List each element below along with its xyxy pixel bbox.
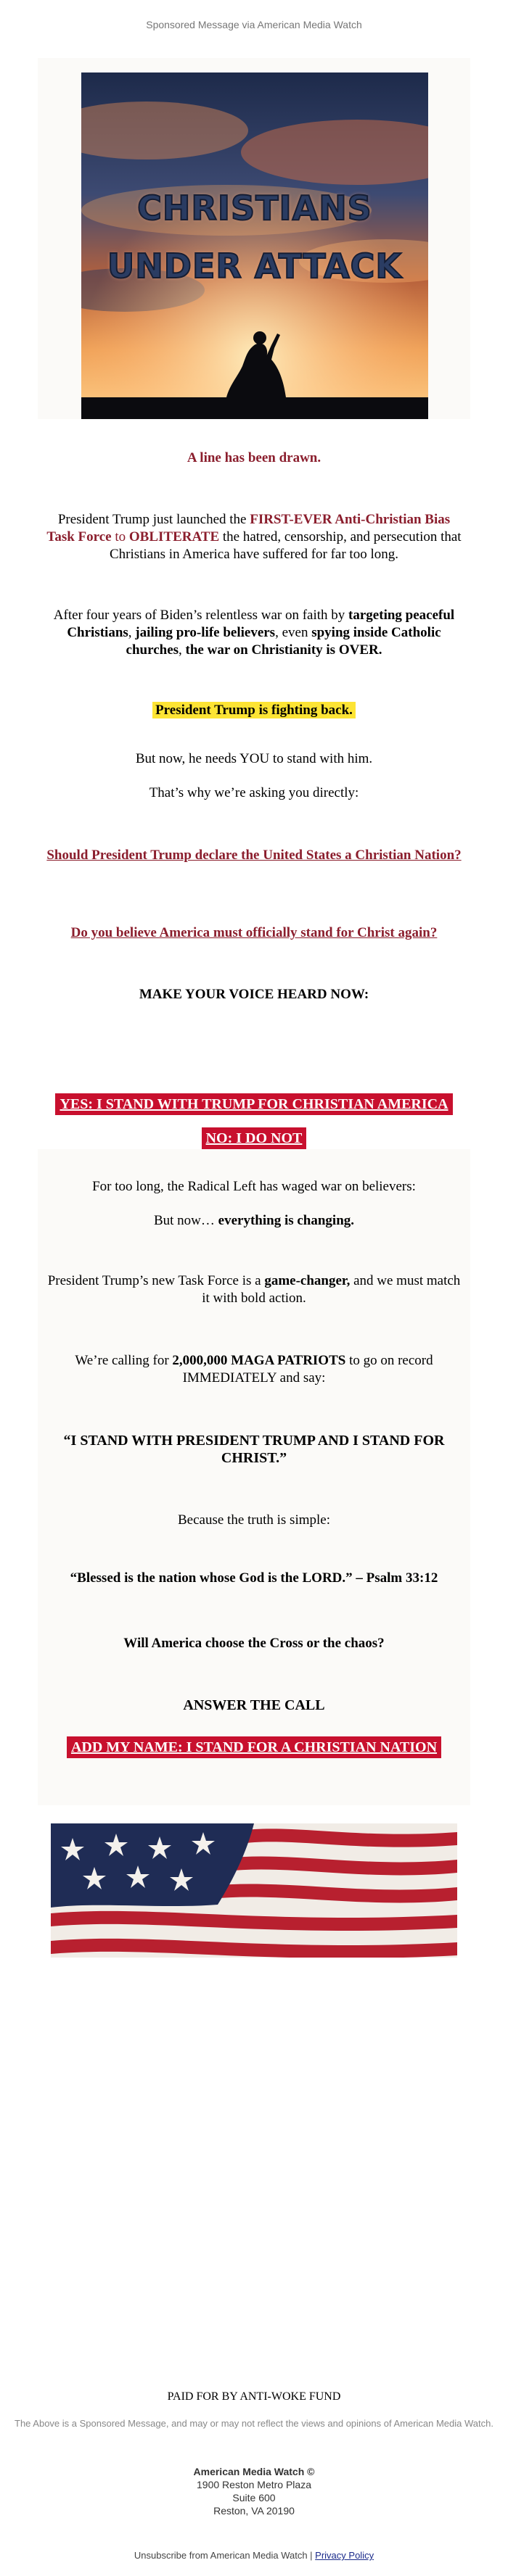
suite-line: Suite 600 xyxy=(232,2492,276,2503)
add-my-name-button[interactable]: ADD MY NAME: I STAND FOR A CHRISTIAN NATION xyxy=(67,1736,441,1758)
hero-title-line1: CHRISTIANS xyxy=(137,189,372,228)
line-drawn-heading: A line has been drawn. xyxy=(187,450,321,465)
because-truth-text: Because the truth is simple: xyxy=(177,1512,330,1528)
needs-you-text: But now, he needs YOU to stand with him. xyxy=(135,751,373,766)
paid-for-by: PAID FOR BY ANTI-WOKE FUND xyxy=(167,2390,341,2403)
cta-add-name-row xyxy=(0,1736,508,1758)
i-stand-quote: “I STAND WITH PRESIDENT TRUMP AND I STAND FOR CHRIST.” xyxy=(63,1433,445,1466)
no-i-do-not-button[interactable]: NO: I DO NOT xyxy=(202,1127,307,1149)
psalm-quote: “Blessed is the nation whose God is the LORD.” – Psalm 33:12 xyxy=(70,1570,438,1586)
war-paragraph: After four years of Biden’s relentless war on faith by targeting peaceful Christians, jailing pro-life believers, even spying inside Catholic churches, the war on Christianity is OVER. xyxy=(53,608,455,658)
obliterate-strong: OBLITERATE xyxy=(128,529,220,544)
unsubscribe-link[interactable]: Unsubscribe from American Media Watch xyxy=(134,2550,308,2561)
but-now-text: But now… everything is changing. xyxy=(153,1213,355,1228)
answer-the-call-heading: ANSWER THE CALL xyxy=(183,1697,325,1713)
fighting-back-highlight: President Trump is fighting back. xyxy=(0,702,508,719)
footer-links: Unsubscribe from American Media Watch | Privacy Policy xyxy=(134,2550,374,2561)
cross-or-chaos-text: Will America choose the Cross or the chaos? xyxy=(123,1636,385,1651)
address-block xyxy=(0,2465,508,2517)
radical-left-text: For too long, the Radical Left has waged war on believers: xyxy=(92,1179,416,1194)
sponsored-header: Sponsored Message via American Media Watch xyxy=(146,19,362,30)
make-voice-heard-heading: MAKE YOUR VOICE HEARD NOW: xyxy=(139,987,369,1002)
yes-stand-with-trump-button[interactable]: YES: I STAND WITH TRUMP FOR CHRISTIAN AMERICA xyxy=(55,1093,452,1115)
task-force-text: President Trump’s new Task Force is a game-changer, and we must match it with bold action. xyxy=(47,1273,461,1306)
question-christian-nation-link[interactable]: Should President Trump declare the United States a Christian Nation? xyxy=(46,848,462,863)
sponsored-disclaimer: The Above is a Sponsored Message, and may or may not reflect the views and opinions of American Media Watch. xyxy=(15,2418,493,2429)
launch-paragraph: President Trump just launched the FIRST-EVER Anti-Christian Bias Task Force to OBLITERATE the hatred, censorship, and persecution that Christians in America have suffered for far too long. xyxy=(46,512,462,562)
street-line: 1900 Reston Metro Plaza xyxy=(197,2479,311,2490)
cta-yes-row xyxy=(0,1093,508,1115)
task-force-strong: FIRST-EVER Anti-Christian Bias Task Force xyxy=(46,512,451,544)
american-flag-image[interactable] xyxy=(51,1823,457,1958)
org-name: American Media Watch © xyxy=(193,2466,315,2477)
hero-title-line2: UNDER ATTACK xyxy=(107,247,403,286)
city-line: Reston, VA 20190 xyxy=(213,2505,295,2517)
calling-patriots-text: We’re calling for 2,000,000 MAGA PATRIOTS to go on record IMMEDIATELY and say: xyxy=(75,1353,433,1386)
question-stand-for-christ-link[interactable]: Do you believe America must officially stand for Christ again? xyxy=(70,925,438,940)
hero-image[interactable] xyxy=(81,73,428,419)
asking-directly-text: That’s why we’re asking you directly: xyxy=(149,785,359,800)
sunset-sky-illustration xyxy=(81,73,428,419)
flag-illustration xyxy=(51,1823,457,1958)
privacy-policy-link[interactable]: Privacy Policy xyxy=(315,2550,374,2561)
cta-no-row xyxy=(0,1127,508,1149)
